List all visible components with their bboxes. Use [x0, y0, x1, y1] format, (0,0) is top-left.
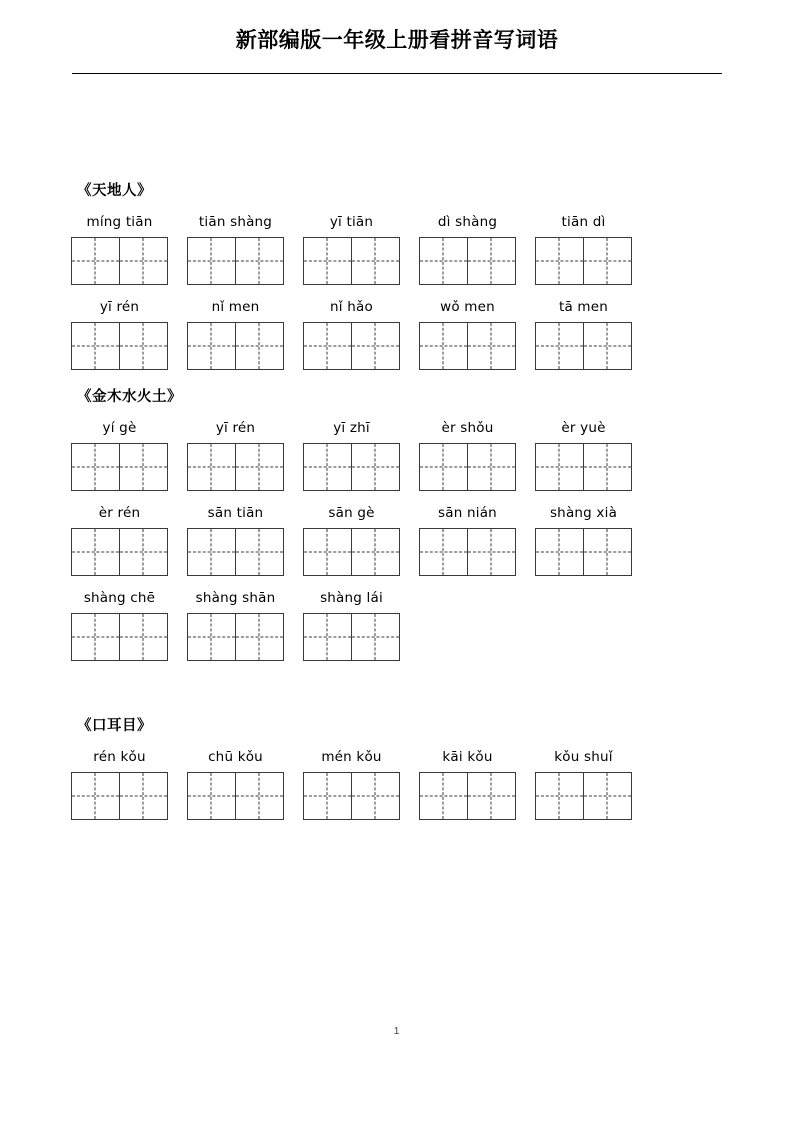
exercise-item — [419, 297, 516, 370]
tianzige-writing-box[interactable] — [303, 237, 400, 285]
tianzige-writing-box[interactable] — [535, 443, 632, 491]
tianzige-cell[interactable] — [584, 773, 632, 819]
tianzige-cell[interactable] — [120, 238, 168, 284]
tianzige-cell[interactable] — [304, 238, 352, 284]
tianzige-cell[interactable] — [420, 323, 468, 369]
pinyin-label: dì shàng — [437, 214, 498, 231]
exercise-item — [187, 747, 284, 820]
exercise-item — [535, 297, 632, 370]
exercise-item — [303, 212, 400, 285]
pinyin-label: nǐ men — [211, 299, 260, 316]
tianzige-cell[interactable] — [236, 238, 284, 284]
pinyin-label: èr shǒu — [441, 420, 494, 437]
tianzige-cell[interactable] — [584, 238, 632, 284]
tianzige-writing-box[interactable] — [71, 237, 168, 285]
tianzige-writing-box[interactable] — [303, 443, 400, 491]
exercise-item — [419, 212, 516, 285]
pinyin-label: yī rén — [99, 299, 140, 316]
tianzige-cell[interactable] — [304, 773, 352, 819]
tianzige-writing-box[interactable] — [419, 772, 516, 820]
pinyin-label: shàng chē — [83, 590, 156, 607]
section-heading: 《天地人》 — [77, 183, 152, 199]
tianzige-writing-box[interactable] — [303, 772, 400, 820]
tianzige-writing-box[interactable] — [303, 613, 400, 661]
exercise-item — [419, 503, 516, 576]
pinyin-label: wǒ men — [440, 299, 495, 316]
exercise-item — [187, 503, 284, 576]
tianzige-cell[interactable] — [536, 773, 584, 819]
pinyin-label: èr rén — [98, 505, 141, 522]
exercise-item — [187, 418, 284, 491]
tianzige-cell[interactable] — [236, 323, 284, 369]
tianzige-cell[interactable] — [72, 614, 120, 660]
tianzige-cell[interactable] — [72, 238, 120, 284]
exercise-item — [303, 503, 400, 576]
lesson-section — [71, 182, 723, 370]
tianzige-cell[interactable] — [236, 614, 284, 660]
exercise-item — [303, 418, 400, 491]
exercise-row — [71, 297, 723, 370]
pinyin-label: tiān shàng — [198, 214, 273, 231]
worksheet-content — [71, 182, 723, 820]
pinyin-label: kǒu shuǐ — [554, 749, 613, 766]
pinyin-label: yī tiān — [329, 214, 374, 231]
tianzige-writing-box[interactable] — [419, 528, 516, 576]
exercise-item — [303, 297, 400, 370]
exercise-item — [71, 747, 168, 820]
tianzige-cell[interactable] — [72, 529, 120, 575]
tianzige-cell[interactable] — [468, 323, 516, 369]
lesson-section — [71, 388, 723, 661]
pinyin-label: nǐ hǎo — [330, 299, 373, 316]
section-gap — [71, 370, 723, 388]
tianzige-cell[interactable] — [468, 238, 516, 284]
pinyin-label: yī zhī — [333, 420, 370, 437]
exercise-item — [535, 747, 632, 820]
tianzige-cell[interactable] — [536, 238, 584, 284]
exercise-item — [419, 418, 516, 491]
tianzige-cell[interactable] — [72, 773, 120, 819]
section-heading: 《金木水火土》 — [77, 389, 182, 406]
tianzige-cell[interactable] — [304, 323, 352, 369]
pinyin-label: sān gè — [328, 505, 375, 522]
tianzige-cell[interactable] — [420, 238, 468, 284]
exercise-item — [303, 747, 400, 820]
tianzige-cell[interactable] — [468, 529, 516, 575]
exercise-item — [187, 212, 284, 285]
pinyin-label: shàng xià — [549, 505, 618, 522]
exercise-item — [71, 418, 168, 491]
pinyin-label: yī rén — [215, 420, 256, 437]
pinyin-label: shàng shān — [195, 590, 276, 607]
tianzige-writing-box[interactable] — [419, 322, 516, 370]
tianzige-cell[interactable] — [236, 773, 284, 819]
tianzige-writing-box[interactable] — [187, 772, 284, 820]
tianzige-cell[interactable] — [536, 444, 584, 490]
tianzige-cell[interactable] — [468, 773, 516, 819]
tianzige-writing-box[interactable] — [187, 322, 284, 370]
tianzige-cell[interactable] — [584, 529, 632, 575]
tianzige-cell[interactable] — [120, 614, 168, 660]
tianzige-cell[interactable] — [584, 444, 632, 490]
tianzige-writing-box[interactable] — [71, 322, 168, 370]
pinyin-label: kāi kǒu — [442, 749, 493, 766]
pinyin-label: shàng lái — [320, 590, 383, 607]
tianzige-cell[interactable] — [352, 444, 400, 490]
exercise-item — [535, 503, 632, 576]
exercise-item — [187, 588, 284, 661]
tianzige-cell[interactable] — [72, 323, 120, 369]
tianzige-writing-box[interactable] — [535, 237, 632, 285]
tianzige-cell[interactable] — [352, 773, 400, 819]
exercise-row — [71, 418, 723, 491]
tianzige-cell[interactable] — [120, 529, 168, 575]
tianzige-writing-box[interactable] — [187, 528, 284, 576]
tianzige-cell[interactable] — [420, 529, 468, 575]
tianzige-cell[interactable] — [188, 614, 236, 660]
tianzige-cell[interactable] — [536, 529, 584, 575]
tianzige-cell[interactable] — [236, 444, 284, 490]
tianzige-cell[interactable] — [304, 614, 352, 660]
tianzige-cell[interactable] — [304, 529, 352, 575]
tianzige-cell[interactable] — [188, 323, 236, 369]
tianzige-writing-box[interactable] — [71, 613, 168, 661]
tianzige-cell[interactable] — [188, 444, 236, 490]
lesson-section — [71, 717, 723, 820]
exercise-item — [303, 588, 400, 661]
exercise-row — [71, 212, 723, 285]
pinyin-label: èr yuè — [561, 420, 606, 437]
pinyin-label: mén kǒu — [321, 749, 382, 766]
tianzige-writing-box[interactable] — [71, 772, 168, 820]
tianzige-writing-box[interactable] — [71, 443, 168, 491]
exercise-item — [187, 297, 284, 370]
pinyin-label: chū kǒu — [208, 749, 263, 766]
pinyin-label: yí gè — [102, 420, 137, 437]
exercise-row — [71, 503, 723, 576]
exercise-item — [71, 588, 168, 661]
exercise-item — [71, 503, 168, 576]
pinyin-label: rén kǒu — [93, 749, 146, 766]
tianzige-writing-box[interactable] — [303, 322, 400, 370]
tianzige-cell[interactable] — [536, 323, 584, 369]
exercise-item — [535, 212, 632, 285]
pinyin-label: sān nián — [438, 505, 497, 522]
title-divider — [72, 73, 722, 74]
exercise-row — [71, 747, 723, 820]
exercise-item — [535, 418, 632, 491]
tianzige-writing-box[interactable] — [71, 528, 168, 576]
tianzige-cell[interactable] — [584, 323, 632, 369]
tianzige-cell[interactable] — [352, 238, 400, 284]
pinyin-label: tiān dì — [561, 214, 606, 231]
tianzige-writing-box[interactable] — [187, 237, 284, 285]
tianzige-cell[interactable] — [188, 773, 236, 819]
tianzige-cell[interactable] — [420, 773, 468, 819]
exercise-item — [71, 297, 168, 370]
tianzige-writing-box[interactable] — [187, 443, 284, 491]
tianzige-writing-box[interactable] — [535, 528, 632, 576]
pinyin-label: tā men — [558, 299, 609, 316]
tianzige-writing-box[interactable] — [303, 528, 400, 576]
tianzige-cell[interactable] — [236, 529, 284, 575]
tianzige-cell[interactable] — [188, 238, 236, 284]
tianzige-cell[interactable] — [188, 529, 236, 575]
exercise-row — [71, 588, 723, 661]
page-number: 1 — [393, 1025, 400, 1037]
tianzige-cell[interactable] — [468, 444, 516, 490]
tianzige-cell[interactable] — [420, 444, 468, 490]
tianzige-writing-box[interactable] — [535, 772, 632, 820]
tianzige-cell[interactable] — [72, 444, 120, 490]
tianzige-cell[interactable] — [352, 529, 400, 575]
tianzige-cell[interactable] — [304, 444, 352, 490]
section-gap — [71, 661, 723, 717]
tianzige-writing-box[interactable] — [535, 322, 632, 370]
section-heading: 《口耳目》 — [77, 718, 152, 735]
page-title: 新部编版一年级上册看拼音写词语 — [235, 28, 559, 52]
exercise-item — [71, 212, 168, 285]
tianzige-writing-box[interactable] — [419, 443, 516, 491]
pinyin-label: sān tiān — [207, 505, 264, 522]
exercise-item — [419, 747, 516, 820]
tianzige-cell[interactable] — [120, 323, 168, 369]
tianzige-writing-box[interactable] — [419, 237, 516, 285]
tianzige-cell[interactable] — [352, 323, 400, 369]
tianzige-cell[interactable] — [120, 444, 168, 490]
tianzige-cell[interactable] — [352, 614, 400, 660]
pinyin-label: míng tiān — [86, 214, 153, 231]
tianzige-writing-box[interactable] — [187, 613, 284, 661]
tianzige-cell[interactable] — [120, 773, 168, 819]
